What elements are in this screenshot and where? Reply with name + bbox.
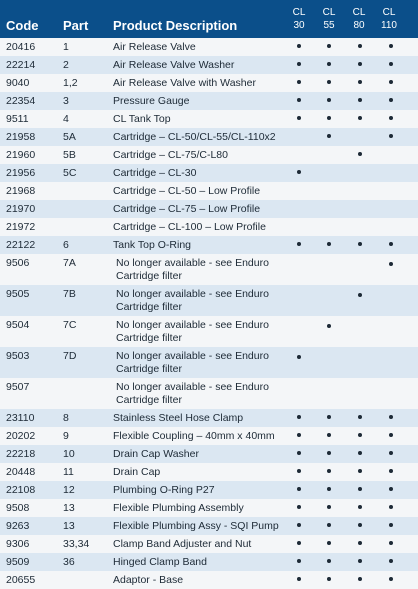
- description-cell: No longer available - see Enduro Cartridge filter: [116, 319, 269, 344]
- description-cell: Adaptor - Base: [113, 574, 184, 586]
- code-cell: 9504: [6, 319, 30, 331]
- table-row: [0, 499, 418, 517]
- code-cell: 9040: [6, 77, 30, 89]
- part-cell: 13: [63, 502, 75, 514]
- compatibility-dot: [327, 134, 331, 138]
- table-row: [0, 200, 418, 218]
- compatibility-dot: [327, 505, 331, 509]
- compatibility-dot: [358, 44, 362, 48]
- description-cell: Cartridge – CL-75 – Low Profile: [113, 203, 261, 215]
- compatibility-dot: [297, 433, 301, 437]
- part-cell: 7C: [63, 319, 77, 331]
- description-cell: Hinged Clamp Band: [113, 556, 207, 568]
- compatibility-dot: [389, 262, 393, 266]
- compatibility-dot: [358, 415, 362, 419]
- description-cell: Drain Cap Washer: [113, 448, 199, 460]
- description-cell: No longer available - see Enduro Cartridge filter: [116, 381, 269, 406]
- description-cell: Drain Cap: [113, 466, 161, 478]
- compatibility-dot: [327, 451, 331, 455]
- compatibility-dot: [297, 170, 301, 174]
- compatibility-dot: [327, 98, 331, 102]
- code-cell: 9506: [6, 257, 30, 269]
- code-cell: 21958: [6, 131, 36, 143]
- code-cell: 21970: [6, 203, 36, 215]
- table-row: [0, 409, 418, 427]
- code-cell: 20416: [6, 41, 36, 53]
- description-cell: No longer available - see Enduro Cartridge filter: [116, 350, 269, 375]
- code-cell: 22122: [6, 239, 36, 251]
- code-cell: 21956: [6, 167, 36, 179]
- table-row: [0, 481, 418, 499]
- part-cell: 36: [63, 556, 75, 568]
- header-part: Part: [63, 18, 89, 33]
- table-row: [0, 110, 418, 128]
- header-description: Product Description: [113, 18, 238, 33]
- compatibility-dot: [297, 415, 301, 419]
- compatibility-dot: [358, 98, 362, 102]
- table-row: [0, 378, 418, 409]
- compatibility-dot: [327, 433, 331, 437]
- description-cell: Air Release Valve: [113, 41, 196, 53]
- compatibility-dot: [297, 355, 301, 359]
- description-cell: Pressure Gauge: [113, 95, 190, 107]
- table-row: [0, 427, 418, 445]
- compatibility-dot: [389, 80, 393, 84]
- compatibility-dot: [358, 577, 362, 581]
- compatibility-dot: [389, 433, 393, 437]
- compatibility-dot: [389, 98, 393, 102]
- compatibility-dot: [358, 152, 362, 156]
- compatibility-dot: [297, 577, 301, 581]
- code-cell: 22218: [6, 448, 36, 460]
- compatibility-dot: [297, 469, 301, 473]
- compatibility-dot: [389, 577, 393, 581]
- code-cell: 9508: [6, 502, 30, 514]
- table-row: [0, 316, 418, 347]
- header-model-cl110: CL 110: [381, 7, 397, 31]
- compatibility-dot: [358, 559, 362, 563]
- table-row: [0, 535, 418, 553]
- table-row: [0, 463, 418, 481]
- description-cell: Cartridge – CL-75/C-L80: [113, 149, 228, 161]
- compatibility-dot: [297, 44, 301, 48]
- table-row: [0, 92, 418, 110]
- table-row: [0, 285, 418, 316]
- description-cell: Cartridge – CL-100 – Low Profile: [113, 221, 266, 233]
- table-row: [0, 38, 418, 56]
- part-cell: 7B: [63, 288, 76, 300]
- description-cell: Cartridge – CL-30: [113, 167, 197, 179]
- description-cell: Flexible Plumbing Assembly: [113, 502, 244, 514]
- part-cell: 7A: [63, 257, 76, 269]
- compatibility-dot: [358, 116, 362, 120]
- compatibility-dot: [358, 505, 362, 509]
- code-cell: 9509: [6, 556, 30, 568]
- code-cell: 21972: [6, 221, 36, 233]
- compatibility-dot: [297, 559, 301, 563]
- compatibility-dot: [389, 469, 393, 473]
- table-row: [0, 56, 418, 74]
- table-row: [0, 236, 418, 254]
- compatibility-dot: [327, 242, 331, 246]
- part-cell: 10: [63, 448, 75, 460]
- code-cell: 9511: [6, 113, 29, 125]
- compatibility-dot: [297, 242, 301, 246]
- compatibility-dot: [327, 487, 331, 491]
- description-cell: Air Release Valve with Washer: [113, 77, 256, 89]
- compatibility-dot: [389, 44, 393, 48]
- table-row: [0, 254, 418, 285]
- code-cell: 9306: [6, 538, 30, 550]
- compatibility-dot: [327, 559, 331, 563]
- code-cell: 9507: [6, 381, 30, 393]
- compatibility-dot: [358, 541, 362, 545]
- compatibility-dot: [297, 116, 301, 120]
- compatibility-dot: [358, 469, 362, 473]
- header-model-cl30: CL 30: [292, 7, 306, 31]
- description-cell: No longer available - see Enduro Cartridge filter: [116, 257, 269, 282]
- part-cell: 33,34: [63, 538, 90, 550]
- compatibility-dot: [297, 62, 301, 66]
- part-cell: 1,2: [63, 77, 78, 89]
- header-code: Code: [6, 18, 39, 33]
- description-cell: Flexible Coupling – 40mm x 40mm: [113, 430, 275, 442]
- compatibility-dot: [327, 523, 331, 527]
- part-cell: 5C: [63, 167, 77, 179]
- code-cell: 22108: [6, 484, 36, 496]
- compatibility-dot: [327, 116, 331, 120]
- compatibility-dot: [358, 487, 362, 491]
- part-cell: 1: [63, 41, 69, 53]
- compatibility-dot: [297, 541, 301, 545]
- table-row: [0, 74, 418, 92]
- code-cell: 22354: [6, 95, 36, 107]
- compatibility-dot: [358, 80, 362, 84]
- compatibility-dot: [327, 415, 331, 419]
- compatibility-dot: [358, 62, 362, 66]
- code-cell: 20202: [6, 430, 36, 442]
- description-cell: Clamp Band Adjuster and Nut: [113, 538, 252, 550]
- part-cell: 9: [63, 430, 69, 442]
- part-cell: 5B: [63, 149, 76, 161]
- compatibility-dot: [389, 134, 393, 138]
- part-cell: 13: [63, 520, 75, 532]
- table-row: [0, 164, 418, 182]
- part-cell: 8: [63, 412, 69, 424]
- part-cell: 3: [63, 95, 69, 107]
- compatibility-dot: [327, 62, 331, 66]
- compatibility-dot: [358, 433, 362, 437]
- compatibility-dot: [297, 98, 301, 102]
- compatibility-dot: [327, 577, 331, 581]
- compatibility-dot: [358, 451, 362, 455]
- part-cell: 5A: [63, 131, 76, 143]
- table-header: [0, 0, 418, 38]
- table-row: [0, 445, 418, 463]
- compatibility-dot: [389, 415, 393, 419]
- compatibility-dot: [358, 242, 362, 246]
- table-row: [0, 146, 418, 164]
- compatibility-dot: [389, 487, 393, 491]
- code-cell: 23110: [6, 412, 35, 424]
- table-row: [0, 517, 418, 535]
- compatibility-dot: [358, 523, 362, 527]
- compatibility-dot: [389, 242, 393, 246]
- compatibility-dot: [327, 80, 331, 84]
- table-row: [0, 182, 418, 200]
- compatibility-dot: [389, 505, 393, 509]
- compatibility-dot: [297, 523, 301, 527]
- description-cell: Plumbing O-Ring P27: [113, 484, 215, 496]
- part-cell: 11: [63, 466, 74, 478]
- description-cell: Air Release Valve Washer: [113, 59, 235, 71]
- compatibility-dot: [297, 80, 301, 84]
- compatibility-dot: [297, 505, 301, 509]
- compatibility-dot: [389, 116, 393, 120]
- code-cell: 20655: [6, 574, 36, 586]
- code-cell: 20448: [6, 466, 36, 478]
- code-cell: 22214: [6, 59, 36, 71]
- code-cell: 9503: [6, 350, 30, 362]
- description-cell: Tank Top O-Ring: [113, 239, 192, 251]
- description-cell: Stainless Steel Hose Clamp: [113, 412, 244, 424]
- table-body: [0, 38, 418, 589]
- compatibility-dot: [389, 451, 393, 455]
- compatibility-dot: [389, 62, 393, 66]
- header-model-cl55: CL 55: [322, 7, 336, 31]
- part-cell: 6: [63, 239, 69, 251]
- compatibility-dot: [389, 559, 393, 563]
- compatibility-dot: [297, 451, 301, 455]
- description-cell: Cartridge – CL-50/CL-55/CL-110x2: [113, 131, 276, 143]
- table-row: [0, 347, 418, 378]
- code-cell: 21960: [6, 149, 36, 161]
- table-row: [0, 218, 418, 236]
- description-cell: No longer available - see Enduro Cartridge filter: [116, 288, 269, 313]
- code-cell: 21968: [6, 185, 36, 197]
- table-row: [0, 128, 418, 146]
- part-cell: 2: [63, 59, 69, 71]
- part-cell: 12: [63, 484, 75, 496]
- description-cell: Cartridge – CL-50 – Low Profile: [113, 185, 261, 197]
- part-cell: 7D: [63, 350, 77, 362]
- compatibility-dot: [327, 469, 331, 473]
- compatibility-dot: [327, 44, 331, 48]
- part-cell: 4: [63, 113, 69, 125]
- compatibility-dot: [327, 324, 331, 328]
- compatibility-dot: [358, 293, 362, 297]
- compatibility-dot: [327, 541, 331, 545]
- description-cell: CL Tank Top: [113, 113, 171, 125]
- header-model-cl80: CL 80: [352, 7, 366, 31]
- table-row: [0, 571, 418, 589]
- compatibility-dot: [389, 541, 393, 545]
- description-cell: Flexible Plumbing Assy - SQI Pump: [113, 520, 279, 532]
- compatibility-dot: [389, 523, 393, 527]
- code-cell: 9263: [6, 520, 30, 532]
- compatibility-dot: [297, 487, 301, 491]
- code-cell: 9505: [6, 288, 30, 300]
- table-row: [0, 553, 418, 571]
